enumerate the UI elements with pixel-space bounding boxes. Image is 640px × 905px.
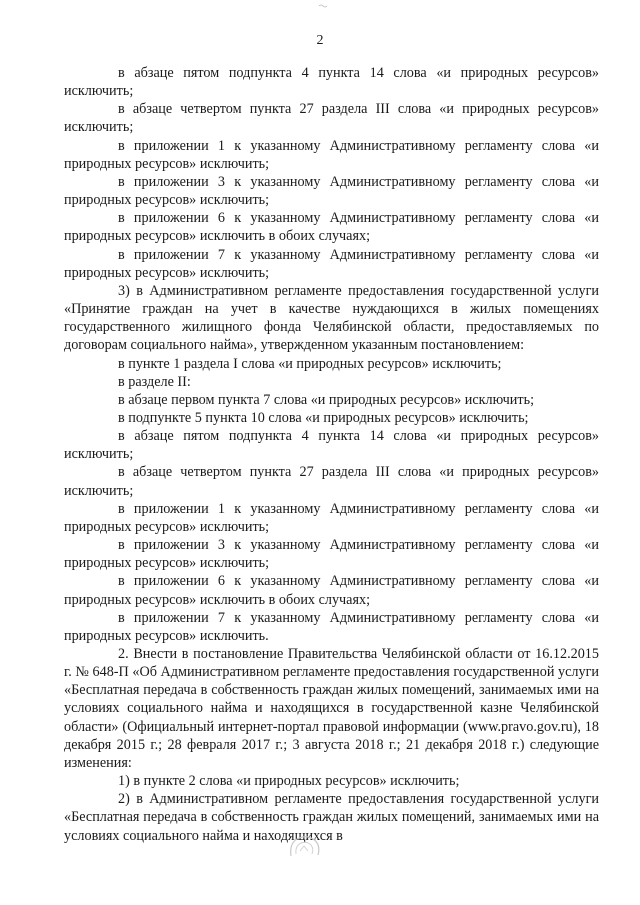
document-body bbox=[64, 64, 599, 845]
paragraph: в абзаце пятом подпункта 4 пункта 14 слова «и природных ресурсов» исключить; bbox=[64, 428, 599, 463]
paragraph: 3) в Административном регламенте предоставления государственной услуги «Принятие граждан на учет в качестве нуждающихся в жилых помещениях государственного жилищного фонда Челябинской области, предоставляемых по договорам социального найма», утвержденном указанным постановлением: bbox=[64, 282, 599, 354]
paragraph: 2. Внести в постановление Правительства Челябинской области от 16.12.2015 г. № 648-П «Об Административном регламенте предоставления государственной услуги «Бесплатная передача в собственность граждан жилых помещений, занимаемых ими на условиях социального найма и находящихся в государственной казне Челябинской области» (Официальный интернет-портал правовой информации (www.pravo.gov.ru), 18 декабря 2015 г.; 28 февраля 2017 г.; 3 августа 2018 г.; 21 декабря 2018 г.) следующие изменения: bbox=[64, 646, 599, 771]
paragraph: в приложении 3 к указанному Административному регламенту слова «и природных ресурсов» исключить; bbox=[64, 537, 599, 572]
paragraph: в приложении 1 к указанному Административному регламенту слова «и природных ресурсов» исключить; bbox=[64, 500, 599, 535]
paragraph: в абзаце четвертом пункта 27 раздела III слова «и природных ресурсов» исключить; bbox=[64, 464, 599, 499]
paragraph: в абзаце первом пункта 7 слова «и природных ресурсов» исключить; bbox=[118, 391, 535, 408]
paragraph: 1) в пункте 2 слова «и природных ресурсов» исключить; bbox=[118, 773, 460, 790]
paragraph: в приложении 6 к указанному Административному регламенту слова «и природных ресурсов» исключить в обоих случаях; bbox=[64, 573, 599, 608]
paragraph: в абзаце четвертом пункта 27 раздела III слова «и природных ресурсов» исключить; bbox=[64, 101, 599, 136]
paragraph: в разделе II: bbox=[118, 373, 191, 390]
paragraph: в приложении 1 к указанному Административному регламенту слова «и природных ресурсов» исключить; bbox=[64, 137, 599, 172]
scan-artifact-mark bbox=[318, 4, 328, 8]
paragraph: в приложении 7 к указанному Административному регламенту слова «и природных ресурсов» исключить. bbox=[64, 609, 599, 644]
paragraph: в приложении 7 к указанному Административному регламенту слова «и природных ресурсов» исключить; bbox=[64, 246, 599, 281]
seal-stamp-mark bbox=[287, 834, 323, 860]
paragraph: в приложении 3 к указанному Административному регламенту слова «и природных ресурсов» исключить; bbox=[64, 173, 599, 209]
paragraph: 2) в Административном регламенте предоставления государственной услуги «Бесплатная передача в собственность граждан жилых помещений, занимаемых ими на условиях социального найма и находящихся в bbox=[64, 791, 599, 844]
page-number: 2 bbox=[316, 33, 324, 48]
paragraph: в подпункте 5 пункта 10 слова «и природных ресурсов» исключить; bbox=[118, 409, 529, 426]
paragraph: в пункте 1 раздела I слова «и природных ресурсов» исключить; bbox=[118, 355, 502, 372]
paragraph: в абзаце пятом подпункта 4 пункта 14 слова «и природных ресурсов» исключить; bbox=[64, 65, 599, 100]
paragraph: в приложении 6 к указанному Административному регламенту слова «и природных ресурсов» исключить в обоих случаях; bbox=[64, 210, 599, 245]
